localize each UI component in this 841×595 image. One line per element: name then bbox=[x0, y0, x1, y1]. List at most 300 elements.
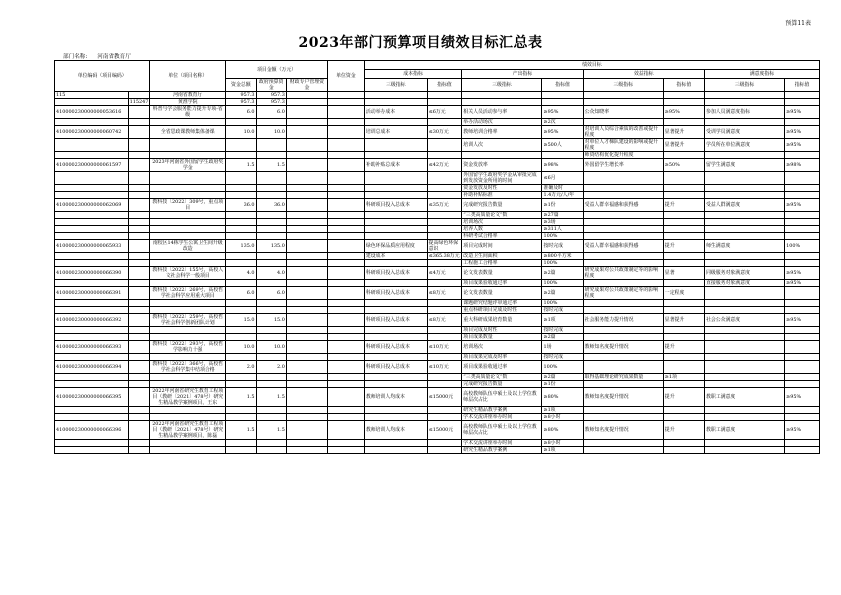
cell-total bbox=[226, 119, 256, 126]
cell-total bbox=[226, 172, 256, 185]
cell-benefit-indicator bbox=[583, 327, 663, 334]
cell-name: 黄淮学院 bbox=[150, 99, 226, 106]
cell-unit bbox=[327, 212, 364, 219]
cell-satisfaction-indicator bbox=[704, 327, 784, 334]
cell-cost-value: ≤15000元 bbox=[427, 388, 462, 407]
cell-output-indicator: 培养人数 bbox=[462, 226, 542, 233]
cell-special bbox=[286, 152, 327, 159]
cell-satisfaction-indicator bbox=[704, 233, 784, 240]
cell-satisfaction-indicator bbox=[704, 354, 784, 361]
cell-cost-indicator bbox=[364, 307, 427, 314]
cell-cost-value: ≤10万元 bbox=[427, 341, 462, 354]
cell-cost-value bbox=[427, 307, 462, 314]
cell-subcode bbox=[128, 447, 150, 454]
cell-subcode bbox=[128, 374, 150, 381]
cell-gov bbox=[256, 119, 286, 126]
cell-output-value: 准确及时 bbox=[542, 185, 583, 192]
cell-name bbox=[150, 192, 226, 199]
cell-satisfaction-value bbox=[785, 185, 820, 192]
cell-output-indicator: 项目成果验收通过率 bbox=[462, 280, 542, 287]
cell-output-value bbox=[542, 92, 583, 99]
cell-special bbox=[286, 440, 327, 447]
cell-cost-indicator bbox=[364, 260, 427, 267]
cell-output-indicator: 补助补贴标准 bbox=[462, 192, 542, 199]
cell-code: 115 bbox=[55, 92, 129, 99]
cell-total bbox=[226, 447, 256, 454]
cell-benefit-value bbox=[663, 280, 704, 287]
cell-cost-value: ≤10万元 bbox=[427, 361, 462, 374]
cell-cost-indicator: 科研项目投入总成本 bbox=[364, 267, 427, 280]
cell-name bbox=[150, 152, 226, 159]
cell-output-value: 100% bbox=[542, 233, 583, 240]
cell-code: 410000230000000060742 bbox=[55, 126, 129, 139]
cell-satisfaction-indicator bbox=[704, 99, 784, 106]
cell-gov bbox=[256, 414, 286, 421]
cell-total: 1.5 bbox=[226, 159, 256, 172]
cell-unit bbox=[327, 99, 364, 106]
cell-cost-value: ≤35万元 bbox=[427, 199, 462, 212]
cell-satisfaction-indicator bbox=[704, 374, 784, 381]
cell-output-indicator: 课题研究结题评审通过率 bbox=[462, 300, 542, 307]
cell-cost-indicator: 活动举办成本 bbox=[364, 106, 427, 119]
cell-special bbox=[286, 388, 327, 407]
header-code: 单位编码（项目编码） bbox=[55, 61, 150, 92]
table-row bbox=[55, 381, 820, 388]
cell-output-indicator bbox=[462, 92, 542, 99]
cell-satisfaction-indicator bbox=[704, 307, 784, 314]
cell-satisfaction-value bbox=[785, 374, 820, 381]
cell-benefit-indicator bbox=[583, 119, 663, 126]
cell-gov bbox=[256, 307, 286, 314]
cell-special bbox=[286, 414, 327, 421]
cell-benefit-value bbox=[663, 361, 704, 374]
cell-code bbox=[55, 139, 129, 152]
cell-cost-indicator bbox=[364, 327, 427, 334]
cell-output-value: ≥2篇 bbox=[542, 374, 583, 381]
cell-satisfaction-value bbox=[785, 334, 820, 341]
cell-code: 410000230000000065933 bbox=[55, 240, 129, 253]
table-row bbox=[55, 152, 820, 159]
cell-benefit-indicator bbox=[583, 219, 663, 226]
cell-satisfaction-value bbox=[785, 226, 820, 233]
cell-special bbox=[286, 354, 327, 361]
cell-gov bbox=[256, 219, 286, 226]
department-line bbox=[63, 52, 141, 60]
cell-subcode bbox=[128, 106, 150, 119]
cell-total bbox=[226, 374, 256, 381]
cell-satisfaction-indicator bbox=[704, 253, 784, 260]
header-level3: 三级指标 bbox=[462, 79, 542, 92]
cell-satisfaction-indicator: 同级服务对象满意度 bbox=[704, 267, 784, 280]
table-row bbox=[55, 334, 820, 341]
form-number: 预算11表 bbox=[785, 20, 811, 27]
cell-special bbox=[286, 240, 327, 253]
cell-code bbox=[55, 219, 129, 226]
cell-special bbox=[286, 192, 327, 199]
table-row bbox=[55, 300, 820, 307]
cell-subcode bbox=[128, 334, 150, 341]
cell-output-value: 按时完成 bbox=[542, 327, 583, 334]
cell-satisfaction-value: ≥95% bbox=[785, 267, 820, 280]
cell-output-value: 1场 bbox=[542, 341, 583, 354]
cell-gov bbox=[256, 212, 286, 219]
cell-name bbox=[150, 374, 226, 381]
table-row bbox=[55, 185, 820, 192]
cell-satisfaction-indicator bbox=[704, 219, 784, 226]
cell-cost-indicator bbox=[364, 185, 427, 192]
cell-cost-value bbox=[427, 354, 462, 361]
cell-unit bbox=[327, 106, 364, 119]
cell-special bbox=[286, 381, 327, 388]
cell-satisfaction-indicator bbox=[704, 92, 784, 99]
table-row bbox=[55, 374, 820, 381]
cell-gov bbox=[256, 192, 286, 199]
cell-code bbox=[55, 374, 129, 381]
cell-benefit-indicator: 外国留学生增长率 bbox=[583, 159, 663, 172]
cell-cost-value bbox=[427, 119, 462, 126]
cell-output-indicator: 完成研究报告数量 bbox=[462, 381, 542, 388]
cell-code: 410000230000000062069 bbox=[55, 199, 129, 212]
cell-benefit-value: ≥50% bbox=[663, 159, 704, 172]
table-row bbox=[55, 414, 820, 421]
cell-benefit-indicator: 师资结构优化提升程度 bbox=[583, 152, 663, 159]
cell-output-indicator: 学术交流讲座举办时间 bbox=[462, 440, 542, 447]
cell-name bbox=[150, 172, 226, 185]
cell-benefit-value bbox=[663, 414, 704, 421]
cell-gov: 1.5 bbox=[256, 421, 286, 440]
cell-benefit-value: 提升 bbox=[663, 388, 704, 407]
table-row bbox=[55, 314, 820, 327]
cell-output-value: ≥3场 bbox=[542, 219, 583, 226]
cell-satisfaction-value bbox=[785, 327, 820, 334]
table-row bbox=[55, 172, 820, 185]
cell-output-value: ≥1份 bbox=[542, 381, 583, 388]
cell-unit bbox=[327, 233, 364, 240]
cell-name bbox=[150, 139, 226, 152]
cell-subcode bbox=[128, 267, 150, 280]
cell-total bbox=[226, 334, 256, 341]
cell-cost-indicator bbox=[364, 92, 427, 99]
cell-total: 1.5 bbox=[226, 388, 256, 407]
cell-satisfaction-value: ≥95% bbox=[785, 280, 820, 287]
cell-satisfaction-indicator: 留学生满意度 bbox=[704, 159, 784, 172]
cell-satisfaction-indicator bbox=[704, 172, 784, 185]
cell-total bbox=[226, 226, 256, 233]
cell-name bbox=[150, 327, 226, 334]
cell-unit bbox=[327, 152, 364, 159]
table-body bbox=[55, 92, 820, 454]
cell-special bbox=[286, 106, 327, 119]
cell-satisfaction-value: ≥95% bbox=[785, 139, 820, 152]
cell-gov: 957.3 bbox=[256, 99, 286, 106]
cell-total bbox=[226, 327, 256, 334]
cell-total bbox=[226, 233, 256, 240]
cell-gov: 10.0 bbox=[256, 126, 286, 139]
cell-special bbox=[286, 267, 327, 280]
cell-output-value: 1.4万元/人/年 bbox=[542, 192, 583, 199]
cell-output-indicator: 资金发放及时性 bbox=[462, 185, 542, 192]
cell-total: 15.0 bbox=[226, 314, 256, 327]
cell-satisfaction-value: ≥95% bbox=[785, 106, 820, 119]
cell-cost-indicator bbox=[364, 119, 427, 126]
cell-benefit-indicator bbox=[583, 280, 663, 287]
cell-output-value: ≥2篇 bbox=[542, 287, 583, 300]
cell-cost-value: ≤365.38万元 bbox=[427, 253, 462, 260]
performance-table bbox=[54, 60, 820, 454]
cell-output-value: ≥27篇 bbox=[542, 212, 583, 219]
cell-satisfaction-indicator: 受训学员满意度 bbox=[704, 126, 784, 139]
cell-name: 教科技〔2022〕309号，重点项目 bbox=[150, 199, 226, 212]
cell-special bbox=[286, 119, 327, 126]
cell-benefit-indicator: 受益人群幸福感和获得感 bbox=[583, 199, 663, 212]
cell-code: 410000230000000066391 bbox=[55, 287, 129, 300]
cell-satisfaction-value: ≥95% bbox=[785, 421, 820, 440]
cell-cost-indicator: 培训总成本 bbox=[364, 126, 427, 139]
cell-total bbox=[226, 280, 256, 287]
cell-benefit-value bbox=[663, 354, 704, 361]
cell-satisfaction-indicator bbox=[704, 287, 784, 300]
cell-total: 4.0 bbox=[226, 267, 256, 280]
cell-benefit-value bbox=[663, 233, 704, 240]
cell-special bbox=[286, 219, 327, 226]
header-performance: 绩效目标 bbox=[364, 61, 819, 70]
table-row bbox=[55, 219, 820, 226]
cell-benefit-value bbox=[663, 300, 704, 307]
cell-output-value: ≥500人 bbox=[542, 139, 583, 152]
header-amount: 项目金额（万元） bbox=[226, 61, 328, 79]
cell-satisfaction-value bbox=[785, 307, 820, 314]
cell-satisfaction-value: ≥95% bbox=[785, 199, 820, 212]
cell-name bbox=[150, 219, 226, 226]
cell-code bbox=[55, 327, 129, 334]
cell-unit bbox=[327, 126, 364, 139]
table-row bbox=[55, 447, 820, 454]
table-row bbox=[55, 407, 820, 414]
cell-cost-value bbox=[427, 212, 462, 219]
cell-satisfaction-indicator bbox=[704, 192, 784, 199]
cell-name bbox=[150, 119, 226, 126]
cell-name bbox=[150, 354, 226, 361]
cell-output-value: 按时完成 bbox=[542, 354, 583, 361]
cell-satisfaction-value: ≥95% bbox=[785, 314, 820, 327]
cell-cost-value bbox=[427, 92, 462, 99]
cell-subcode bbox=[128, 307, 150, 314]
cell-special bbox=[286, 447, 327, 454]
cell-benefit-indicator bbox=[583, 381, 663, 388]
header-value: 指标值 bbox=[785, 79, 820, 92]
cell-code bbox=[55, 119, 129, 126]
cell-subcode bbox=[128, 341, 150, 354]
cell-unit bbox=[327, 421, 364, 440]
cell-satisfaction-value bbox=[785, 219, 820, 226]
cell-gov: 6.0 bbox=[256, 287, 286, 300]
cell-cost-value bbox=[427, 334, 462, 341]
cell-benefit-value bbox=[663, 212, 704, 219]
cell-benefit-indicator bbox=[583, 334, 663, 341]
cell-cost-indicator bbox=[364, 300, 427, 307]
cell-code bbox=[55, 185, 129, 192]
cell-code bbox=[55, 233, 129, 240]
cell-cost-value: ≤15000元 bbox=[427, 421, 462, 440]
cell-output-indicator: “三类高质量论文”数 bbox=[462, 212, 542, 219]
cell-unit bbox=[327, 354, 364, 361]
cell-satisfaction-indicator bbox=[704, 226, 784, 233]
table-row bbox=[55, 99, 820, 106]
table-row bbox=[55, 421, 820, 440]
cell-output-value: ≥1项 bbox=[542, 407, 583, 414]
cell-output-indicator bbox=[462, 152, 542, 159]
cell-output-value: ≥80% bbox=[542, 421, 583, 440]
cell-special bbox=[286, 99, 327, 106]
table-row bbox=[55, 341, 820, 354]
cell-output-indicator: 教师培训合格率 bbox=[462, 126, 542, 139]
cell-output-value: ≥311人 bbox=[542, 226, 583, 233]
cell-unit bbox=[327, 327, 364, 334]
cell-satisfaction-indicator bbox=[704, 185, 784, 192]
cell-subcode bbox=[128, 287, 150, 300]
cell-gov bbox=[256, 327, 286, 334]
cell-output-indicator: 相关人员活动参与率 bbox=[462, 106, 542, 119]
cell-code bbox=[55, 407, 129, 414]
cell-cost-indicator bbox=[364, 354, 427, 361]
cell-output-value: ≥2篇 bbox=[542, 267, 583, 280]
cell-satisfaction-value bbox=[785, 361, 820, 374]
cell-code bbox=[55, 99, 129, 106]
cell-benefit-indicator: 研究成果对公共政策制定等的影响程度 bbox=[583, 287, 663, 300]
cell-code bbox=[55, 280, 129, 287]
cell-output-indicator: “三类高质量论文”数 bbox=[462, 374, 542, 381]
cell-cost-value bbox=[427, 172, 462, 185]
cell-benefit-indicator bbox=[583, 447, 663, 454]
cell-output-value: ≤6月 bbox=[542, 172, 583, 185]
cell-code bbox=[55, 253, 129, 260]
cell-subcode bbox=[128, 226, 150, 233]
cell-satisfaction-indicator bbox=[704, 407, 784, 414]
cell-cost-indicator bbox=[364, 212, 427, 219]
cell-code bbox=[55, 226, 129, 233]
cell-output-value: ≥2次 bbox=[542, 119, 583, 126]
cell-output-indicator: 改造卫生间面积 bbox=[462, 253, 542, 260]
cell-output-value: 按时完成 bbox=[542, 240, 583, 253]
cell-benefit-value bbox=[663, 327, 704, 334]
cell-benefit-value: 提升 bbox=[663, 240, 704, 253]
cell-satisfaction-indicator bbox=[704, 440, 784, 447]
cell-output-value: ≥95% bbox=[542, 126, 583, 139]
cell-output-value: ≥1项 bbox=[542, 314, 583, 327]
cell-output-value: ≥1份 bbox=[542, 199, 583, 212]
header-level3: 三级指标 bbox=[704, 79, 784, 92]
cell-cost-indicator bbox=[364, 407, 427, 414]
cell-gov: 957.3 bbox=[256, 92, 286, 99]
cell-benefit-value bbox=[663, 185, 704, 192]
table-row bbox=[55, 159, 820, 172]
cell-satisfaction-indicator: 社会公众满意度 bbox=[704, 314, 784, 327]
cell-cost-value: ≤8万元 bbox=[427, 314, 462, 327]
cell-gov: 4.0 bbox=[256, 267, 286, 280]
cell-code bbox=[55, 334, 129, 341]
cell-cost-value bbox=[427, 447, 462, 454]
cell-cost-value bbox=[427, 374, 462, 381]
cell-total: 2.0 bbox=[226, 361, 256, 374]
cell-unit bbox=[327, 240, 364, 253]
cell-output-indicator: 论文发表数量 bbox=[462, 267, 542, 280]
cell-output-indicator: 论文发表数量 bbox=[462, 287, 542, 300]
cell-benefit-value bbox=[663, 99, 704, 106]
cell-satisfaction-indicator: 学员所在单位满意度 bbox=[704, 139, 784, 152]
cell-gov bbox=[256, 139, 286, 152]
cell-gov: 36.0 bbox=[256, 199, 286, 212]
cell-satisfaction-indicator bbox=[704, 334, 784, 341]
cell-special bbox=[286, 327, 327, 334]
table-row bbox=[55, 126, 820, 139]
cell-subcode bbox=[128, 260, 150, 267]
cell-gov bbox=[256, 354, 286, 361]
cell-gov bbox=[256, 381, 286, 388]
cell-cost-value bbox=[427, 192, 462, 199]
cell-total bbox=[226, 354, 256, 361]
cell-benefit-value: ≥95% bbox=[663, 106, 704, 119]
cell-cost-value: ≤6万元 bbox=[427, 106, 462, 119]
cell-cost-value: 提高绿色环保意识 bbox=[427, 240, 462, 253]
cell-unit bbox=[327, 260, 364, 267]
cell-special bbox=[286, 253, 327, 260]
cell-unit bbox=[327, 139, 364, 152]
cell-output-indicator: 学术交流讲座举办时间 bbox=[462, 414, 542, 421]
cell-benefit-value bbox=[663, 407, 704, 414]
cell-benefit-indicator bbox=[583, 92, 663, 99]
cell-output-value: 100% bbox=[542, 300, 583, 307]
cell-subcode bbox=[128, 407, 150, 414]
cell-special bbox=[286, 199, 327, 212]
cell-unit bbox=[327, 253, 364, 260]
cell-satisfaction-value: ≥98% bbox=[785, 159, 820, 172]
header-satisfaction: 满意度指标 bbox=[704, 70, 819, 79]
cell-name bbox=[150, 253, 226, 260]
cell-code: 410000230000000053616 bbox=[55, 106, 129, 119]
cell-gov bbox=[256, 233, 286, 240]
header-level3: 三级指标 bbox=[364, 79, 427, 92]
cell-special bbox=[286, 334, 327, 341]
cell-gov bbox=[256, 334, 286, 341]
cell-satisfaction-value bbox=[785, 354, 820, 361]
cell-cost-value bbox=[427, 300, 462, 307]
cell-output-value bbox=[542, 99, 583, 106]
table-row bbox=[55, 226, 820, 233]
cell-total bbox=[226, 440, 256, 447]
cell-code: 410000230000000066395 bbox=[55, 388, 129, 407]
cell-gov bbox=[256, 185, 286, 192]
cell-total: 6.0 bbox=[226, 106, 256, 119]
cell-code bbox=[55, 172, 129, 185]
cell-output-indicator: 举办活动场次 bbox=[462, 119, 542, 126]
cell-subcode bbox=[128, 440, 150, 447]
cell-benefit-value bbox=[663, 172, 704, 185]
cell-name bbox=[150, 447, 226, 454]
cell-gov: 6.0 bbox=[256, 106, 286, 119]
department-value: 河南省教育厅 bbox=[97, 54, 131, 60]
cell-output-value: ≥2篇 bbox=[542, 334, 583, 341]
cell-output-indicator: 工程施工合格率 bbox=[462, 260, 542, 267]
cell-cost-value bbox=[427, 407, 462, 414]
cell-name: 河南省教育厅 bbox=[150, 92, 226, 99]
table-row bbox=[55, 212, 820, 219]
header-level3: 三级指标 bbox=[583, 79, 663, 92]
cell-cost-value bbox=[427, 139, 462, 152]
cell-subcode bbox=[128, 126, 150, 139]
cell-subcode bbox=[128, 253, 150, 260]
cell-benefit-indicator bbox=[583, 212, 663, 219]
cell-cost-value bbox=[427, 381, 462, 388]
